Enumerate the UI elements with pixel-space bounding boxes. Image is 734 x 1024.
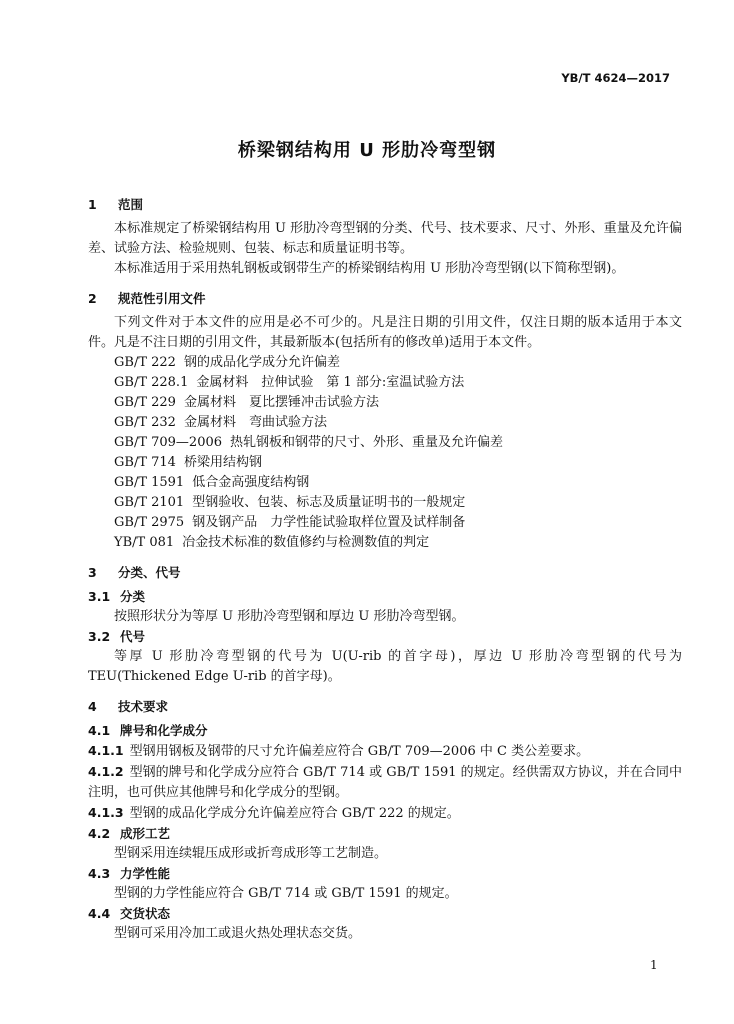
paragraph: 本标准规定了桥梁钢结构用 U 形肋冷弯型钢的分类、代号、技术要求、尺寸、外形、重量及允许偏差、试验方法、检验规则、包装、标志和质量证明书等。 bbox=[88, 221, 682, 256]
subsection-number: 3.2 bbox=[88, 629, 111, 644]
reference-item bbox=[88, 373, 682, 393]
paragraph: 型钢的力学性能应符合 GB/T 714 或 GB/T 1591 的规定。 bbox=[114, 886, 458, 901]
reference-item bbox=[88, 353, 682, 373]
section-number: 4 bbox=[88, 699, 97, 714]
reference-title: 金属材料 弯曲试验方法 bbox=[183, 415, 327, 430]
subsection-heading bbox=[88, 627, 682, 647]
reference-title: 钢及钢产品 力学性能试验取样位置及试样制备 bbox=[192, 515, 466, 530]
clause-number: 4.1.3 bbox=[88, 805, 124, 820]
paragraph: 下列文件对于本文件的应用是必不可少的。凡是注日期的引用文件，仅注日期的版本适用于本文件。凡是不注日期的引用文件，其最新版本(包括所有的修改单)适用于本文件。 bbox=[88, 315, 682, 350]
reference-code: GB/T 709—2006 bbox=[114, 435, 223, 450]
subsection-title: 成形工艺 bbox=[120, 826, 171, 841]
reference-title: 金属材料 拉伸试验 第 1 部分:室温试验方法 bbox=[196, 375, 465, 390]
subsection-title: 代号 bbox=[120, 629, 146, 644]
subsection-number: 3.1 bbox=[88, 589, 111, 604]
reference-code: GB/T 229 bbox=[114, 395, 176, 410]
subsection-heading bbox=[88, 864, 682, 884]
clause-number: 4.1.2 bbox=[88, 764, 124, 779]
clause-text: 型钢的牌号和化学成分应符合 GB/T 714 或 GB/T 1591 的规定。经供需双方协议，并在合同中注明，也可供应其他牌号和化学成分的型钢。 bbox=[88, 765, 682, 800]
reference-item bbox=[88, 513, 682, 533]
subsection-heading bbox=[88, 904, 682, 924]
reference-item bbox=[88, 433, 682, 453]
subsection-number: 4.4 bbox=[88, 906, 111, 921]
reference-item bbox=[88, 473, 682, 493]
reference-code: GB/T 2975 bbox=[114, 515, 185, 530]
reference-code: GB/T 2101 bbox=[114, 495, 185, 510]
clause-text: 型钢用钢板及钢带的尺寸允许偏差应符合 GB/T 709—2006 中 C 类公差要求。 bbox=[129, 744, 590, 759]
clause bbox=[88, 803, 682, 824]
paragraph: 本标准适用于采用热轧钢板或钢带生产的桥梁钢结构用 U 形肋冷弯型钢(以下简称型钢)。 bbox=[114, 261, 625, 276]
subsection-heading bbox=[88, 721, 682, 741]
paragraph: 等厚 U 形肋冷弯型钢的代号为 U(U-rib 的首字母)，厚边 U 形肋冷弯型钢的代号为 TEU(Thickened Edge U-rib 的首字母)。 bbox=[88, 649, 682, 684]
reference-item bbox=[88, 493, 682, 513]
reference-code: GB/T 232 bbox=[114, 415, 176, 430]
reference-code: GB/T 222 bbox=[114, 355, 176, 370]
reference-item bbox=[88, 393, 682, 413]
reference-code: GB/T 228.1 bbox=[114, 375, 189, 390]
subsection-title: 牌号和化学成分 bbox=[120, 723, 208, 738]
clause bbox=[88, 762, 682, 803]
subsection-number: 4.1 bbox=[88, 723, 111, 738]
paragraph: 型钢可采用冷加工或退火热处理状态交货。 bbox=[114, 926, 362, 941]
subsection-number: 4.3 bbox=[88, 866, 111, 881]
document-body bbox=[88, 195, 682, 944]
section-title: 范围 bbox=[118, 197, 144, 212]
section-number: 1 bbox=[88, 197, 97, 212]
section-heading-technical-requirements bbox=[88, 697, 682, 717]
standard-code: YB/T 4624—2017 bbox=[561, 71, 670, 85]
paragraph: 型钢采用连续辊压成形或折弯成形等工艺制造。 bbox=[114, 846, 388, 861]
document-title: 桥梁钢结构用 U 形肋冷弯型钢 bbox=[237, 140, 497, 161]
section-title: 规范性引用文件 bbox=[118, 291, 206, 306]
clause-text: 型钢的成品化学成分允许偏差应符合 GB/T 222 的规定。 bbox=[129, 806, 460, 821]
reference-code: GB/T 714 bbox=[114, 455, 176, 470]
reference-title: 冶金技术标准的数值修约与检测数值的判定 bbox=[182, 535, 430, 550]
clause-number: 4.1.1 bbox=[88, 743, 124, 758]
reference-item bbox=[88, 413, 682, 433]
reference-code: YB/T 081 bbox=[114, 535, 175, 550]
section-title: 技术要求 bbox=[118, 699, 169, 714]
reference-code: GB/T 1591 bbox=[114, 475, 185, 490]
reference-title: 型钢验收、包装、标志及质量证明书的一般规定 bbox=[192, 495, 466, 510]
paragraph: 按照形状分为等厚 U 形肋冷弯型钢和厚边 U 形肋冷弯型钢。 bbox=[114, 609, 465, 624]
page-number: 1 bbox=[650, 958, 658, 972]
section-number: 2 bbox=[88, 291, 97, 306]
subsection-title: 力学性能 bbox=[120, 866, 171, 881]
reference-title: 低合金高强度结构钢 bbox=[192, 475, 310, 490]
section-number: 3 bbox=[88, 565, 97, 580]
section-heading-scope bbox=[88, 195, 682, 215]
section-title: 分类、代号 bbox=[118, 565, 181, 580]
subsection-heading bbox=[88, 587, 682, 607]
subsection-title: 交货状态 bbox=[120, 906, 171, 921]
reference-title: 金属材料 夏比摆锤冲击试验方法 bbox=[183, 395, 379, 410]
reference-title: 热轧钢板和钢带的尺寸、外形、重量及允许偏差 bbox=[230, 435, 504, 450]
subsection-heading bbox=[88, 824, 682, 844]
clause bbox=[88, 741, 682, 762]
reference-title: 钢的成品化学成分允许偏差 bbox=[183, 355, 340, 370]
reference-title: 桥梁用结构钢 bbox=[183, 455, 262, 470]
reference-item bbox=[88, 453, 682, 473]
reference-item bbox=[88, 533, 682, 553]
subsection-title: 分类 bbox=[120, 589, 146, 604]
section-heading-classification bbox=[88, 563, 682, 583]
subsection-number: 4.2 bbox=[88, 826, 111, 841]
section-heading-normative-references bbox=[88, 289, 682, 309]
